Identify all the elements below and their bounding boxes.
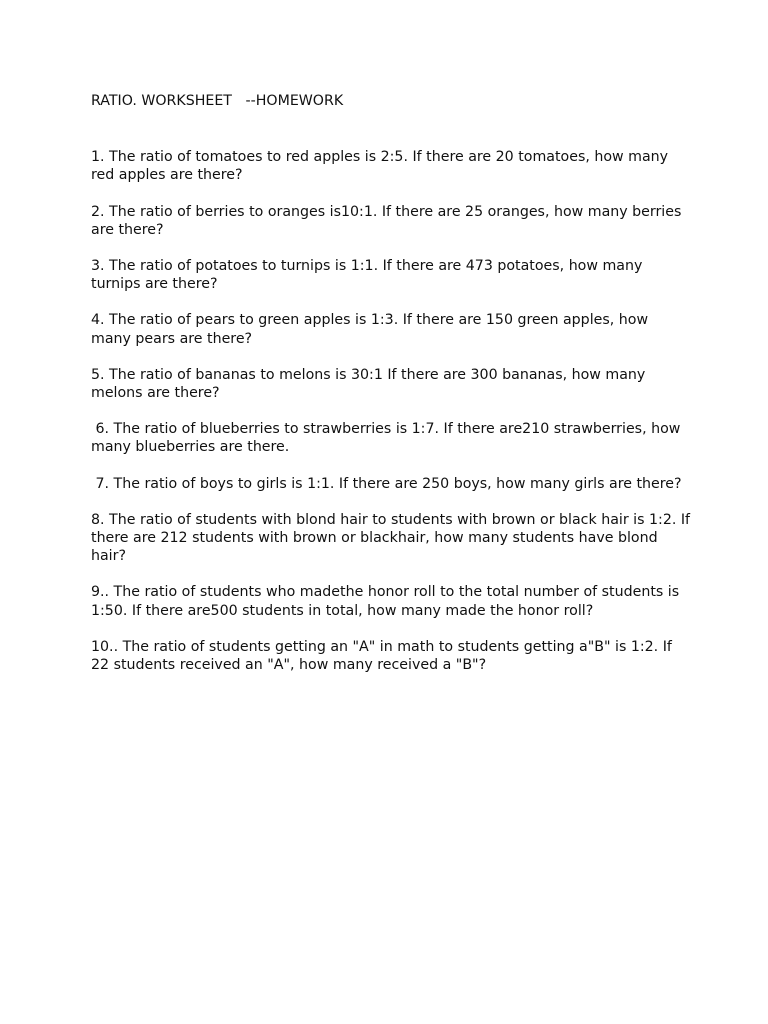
worksheet-title: RATIO. WORKSHEET --HOMEWORK bbox=[91, 93, 344, 109]
question-5: 5. The ratio of bananas to melons is 30:1 If there are 300 bananas, how many melons are there? bbox=[91, 366, 650, 402]
question-7: 7. The ratio of boys to girls is 1:1. If there are 250 boys, how many girls are there? bbox=[91, 475, 682, 492]
question-4: 4. The ratio of pears to green apples is 1:3. If there are 150 green apples, how many pears are there? bbox=[91, 312, 653, 347]
question-10: 10.. The ratio of students getting an "A" in math to students getting a"B" is 1:2. If 22 students received an "A", how many received a "B"? bbox=[91, 638, 677, 674]
question-list bbox=[91, 148, 695, 674]
question-9: 9.. The ratio of students who madethe honor roll to the total number of students is 1:50. If there are500 students in total, how many made the honor roll? bbox=[91, 584, 684, 619]
question-8: 8. The ratio of students with blond hair to students with brown or black hair is 1:2. If there are 212 students with brown or blackhair, how many students have blond hair? bbox=[91, 511, 695, 565]
question-6: 6. The ratio of blueberries to strawberries is 1:7. If there are210 strawberries, how many blueberries are there. bbox=[91, 421, 685, 456]
worksheet-content bbox=[91, 92, 695, 692]
question-3: 3. The ratio of potatoes to turnips is 1:1. If there are 473 potatoes, how many turnips are there? bbox=[91, 258, 647, 293]
question-1: 1. The ratio of tomatoes to red apples is 2:5. If there are 20 tomatoes, how many red apples are there? bbox=[91, 149, 673, 184]
question-2: 2. The ratio of berries to oranges is10:1. If there are 25 oranges, how many berries are there? bbox=[91, 203, 686, 238]
